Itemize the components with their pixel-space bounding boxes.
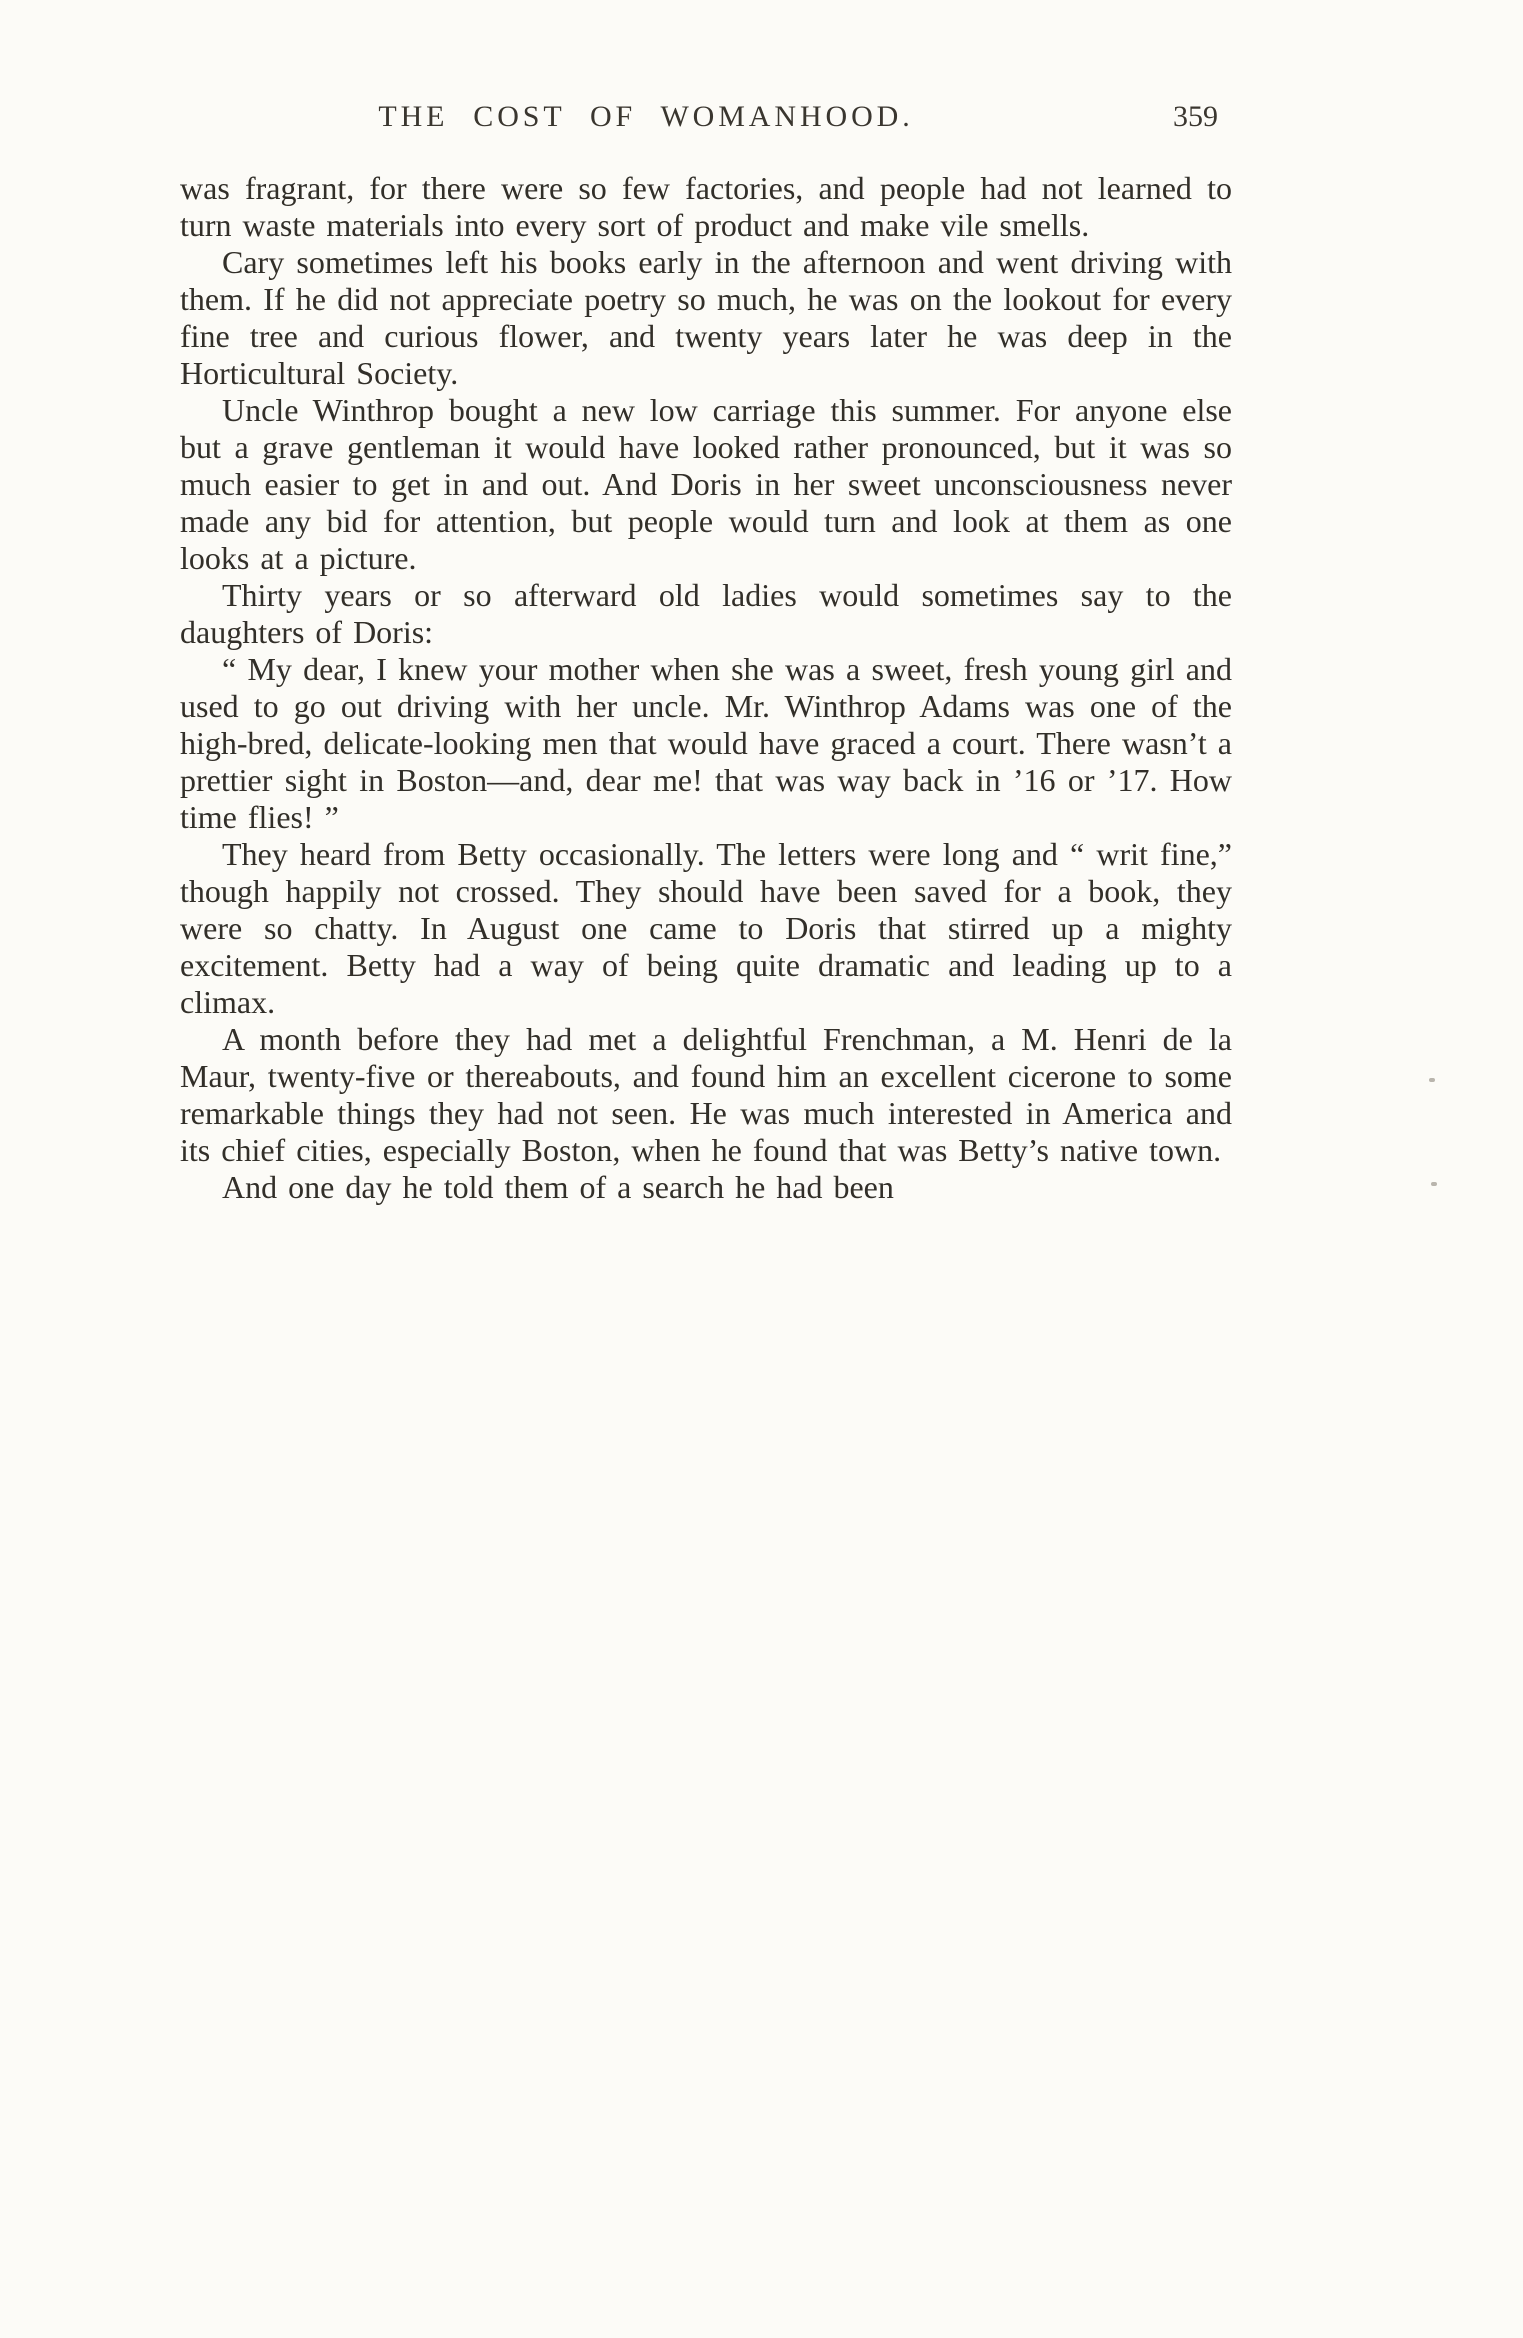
book-page (180, 100, 1232, 1206)
paragraph: was fragrant, for there were so few factories, and people had not learned to turn waste materials into every sort of product and make vile smells. (180, 170, 1232, 243)
paragraph: Thirty years or so afterward old ladies would sometimes say to the daughters of Doris: (180, 577, 1232, 650)
scan-artifact (1429, 1078, 1435, 1082)
page-number: 359 (1173, 100, 1218, 133)
scan-artifact (1431, 1182, 1437, 1186)
running-header: THE COST OF WOMANHOOD. (378, 100, 914, 133)
paragraph: “ My dear, I knew your mother when she was a sweet, fresh young girl and used to go out driving with her uncle. Mr. Winthrop Adams was one of the high-bred, delicate-looking men that would have graced a court. There wasn’t a prettier sight in Boston—and, dear me! that was way back in ’16 or ’17. How time flies! ” (180, 651, 1232, 835)
paragraph: Uncle Winthrop bought a new low carriage this summer. For anyone else but a grave gentleman it would have looked rather pronounced, but it was so much easier to get in and out. And Doris in her sweet unconsciousness never made any bid for attention, but people would turn and look at them as one looks at a picture. (180, 392, 1232, 576)
paragraph: A month before they had met a delightful Frenchman, a M. Henri de la Maur, twenty-five or thereabouts, and found him an excellent cicerone to some remarkable things they had not seen. He was much interested in America and its chief cities, especially Boston, when he found that was Betty’s native town. (180, 1021, 1232, 1168)
paragraph: And one day he told them of a search he had been (222, 1169, 894, 1205)
page-header-row (180, 100, 1232, 142)
paragraph: They heard from Betty occasionally. The letters were long and “ writ fine,” though happily not crossed. They should have been saved for a book, they were so chatty. In August one came to Doris that stirred up a mighty excitement. Betty had a way of being quite dramatic and leading up to a climax. (180, 836, 1232, 1020)
paragraph: Cary sometimes left his books early in the afternoon and went driving with them. If he did not appreciate poetry so much, he was on the lookout for every fine tree and curious flower, and twenty years later he was deep in the Horticultural Society. (180, 244, 1232, 391)
page-text (180, 170, 1232, 1206)
